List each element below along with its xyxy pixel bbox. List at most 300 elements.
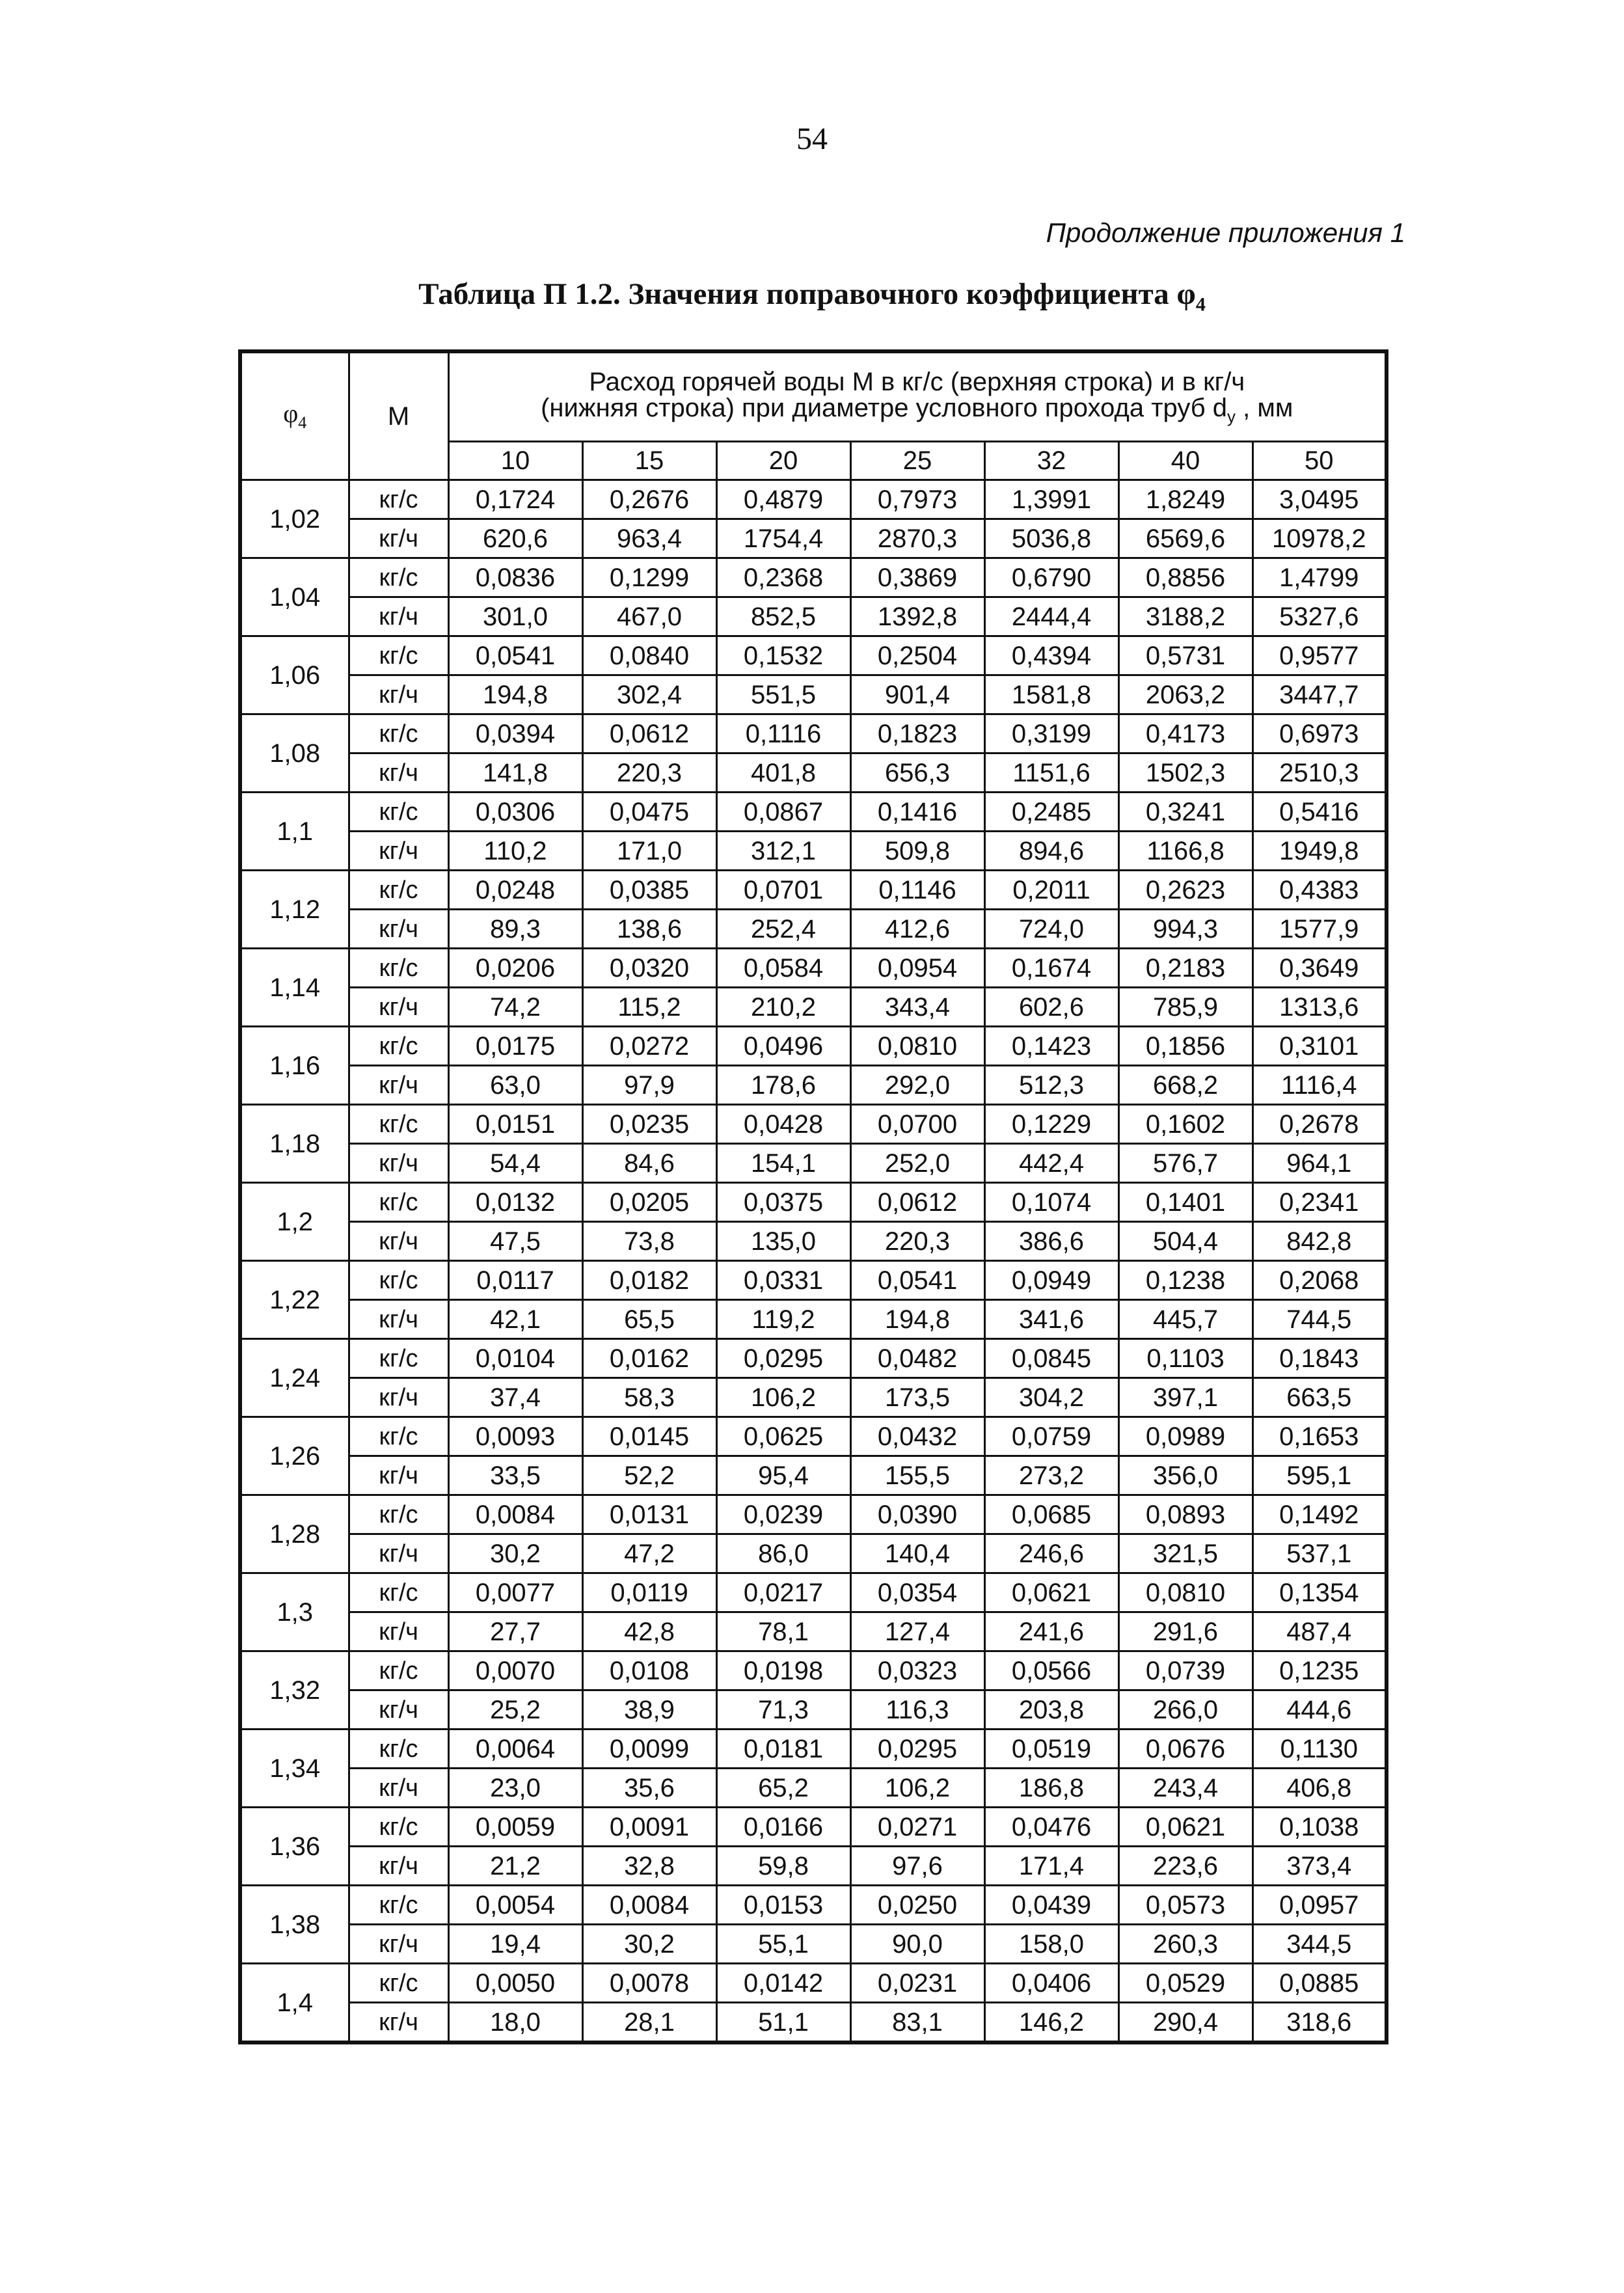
value-cell-kgs: 0,0867	[716, 793, 850, 832]
value-cell-kgh: 220,3	[850, 1222, 984, 1261]
value-cell-kgh: 3447,7	[1252, 675, 1387, 714]
value-cell-kgh: 406,8	[1252, 1769, 1387, 1808]
phi-value-cell: 1,24	[240, 1339, 349, 1417]
value-cell-kgs: 0,2676	[582, 480, 716, 519]
header-caption-subscript: у	[1227, 407, 1236, 426]
table-row-kgs	[240, 1105, 1387, 1144]
value-cell-kgs: 0,0354	[850, 1573, 984, 1612]
value-cell-kgh: 602,6	[984, 988, 1118, 1027]
value-cell-kgs: 0,1074	[984, 1183, 1118, 1222]
value-cell-kgs: 0,0166	[716, 1808, 850, 1847]
value-cell-kgh: 1577,9	[1252, 910, 1387, 949]
value-cell-kgs: 0,1116	[716, 714, 850, 753]
value-cell-kgh: 19,4	[448, 1925, 582, 1964]
value-cell-kgh: 512,3	[984, 1066, 1118, 1105]
value-cell-kgs: 0,0685	[984, 1495, 1118, 1534]
phi-value-cell: 1,3	[240, 1573, 349, 1651]
unit-cell-kgs: кг/с	[349, 871, 448, 910]
diameter-header-cell: 40	[1118, 442, 1252, 480]
value-cell-kgh: 291,6	[1118, 1612, 1252, 1651]
value-cell-kgs: 0,0394	[448, 714, 582, 753]
value-cell-kgs: 0,0235	[582, 1105, 716, 1144]
value-cell-kgh: 97,6	[850, 1847, 984, 1886]
value-cell-kgs: 0,0375	[716, 1183, 850, 1222]
value-cell-kgh: 59,8	[716, 1847, 850, 1886]
unit-cell-kgs: кг/с	[349, 1730, 448, 1769]
table-row-kgs	[240, 1730, 1387, 1769]
value-cell-kgh: 5036,8	[984, 519, 1118, 558]
diameter-header-cell: 32	[984, 442, 1118, 480]
value-cell-kgh: 138,6	[582, 910, 716, 949]
value-cell-kgh: 504,4	[1118, 1222, 1252, 1261]
value-cell-kgs: 0,0175	[448, 1027, 582, 1066]
value-cell-kgs: 0,1492	[1252, 1495, 1387, 1534]
value-cell-kgh: 576,7	[1118, 1144, 1252, 1183]
value-cell-kgh: 901,4	[850, 675, 984, 714]
value-cell-kgh: 2063,2	[1118, 675, 1252, 714]
value-cell-kgs: 0,0893	[1118, 1495, 1252, 1534]
value-cell-kgh: 5327,6	[1252, 597, 1387, 636]
value-cell-kgh: 252,0	[850, 1144, 984, 1183]
value-cell-kgh: 842,8	[1252, 1222, 1387, 1261]
value-cell-kgh: 509,8	[850, 832, 984, 871]
phi-value-cell: 1,18	[240, 1105, 349, 1183]
value-cell-kgh: 83,1	[850, 2003, 984, 2043]
value-cell-kgh: 171,0	[582, 832, 716, 871]
value-cell-kgh: 27,7	[448, 1612, 582, 1651]
value-cell-kgs: 0,0054	[448, 1886, 582, 1925]
value-cell-kgh: 18,0	[448, 2003, 582, 2043]
table-row-kgs	[240, 1183, 1387, 1222]
value-cell-kgh: 1313,6	[1252, 988, 1387, 1027]
header-caption-line1: Расход горячей воды М в кг/с (верхняя строка) и в кг/ч	[589, 368, 1245, 396]
value-cell-kgh: 47,2	[582, 1534, 716, 1573]
value-cell-kgs: 0,0306	[448, 793, 582, 832]
table-title-subscript: 4	[1195, 293, 1206, 316]
value-cell-kgh: 65,5	[582, 1300, 716, 1339]
diameter-header-cell: 15	[582, 442, 716, 480]
header-caption	[448, 351, 1387, 442]
value-cell-kgh: 273,2	[984, 1456, 1118, 1495]
value-cell-kgs: 0,0625	[716, 1417, 850, 1456]
value-cell-kgs: 0,0050	[448, 1964, 582, 2003]
value-cell-kgs: 0,2068	[1252, 1261, 1387, 1300]
value-cell-kgs: 0,4879	[716, 480, 850, 519]
value-cell-kgh: 1581,8	[984, 675, 1118, 714]
value-cell-kgs: 0,0145	[582, 1417, 716, 1456]
value-cell-kgh: 135,0	[716, 1222, 850, 1261]
value-cell-kgs: 0,0231	[850, 1964, 984, 2003]
unit-cell-kgh: кг/ч	[349, 910, 448, 949]
table-row-kgs	[240, 1495, 1387, 1534]
value-cell-kgs: 0,0239	[716, 1495, 850, 1534]
value-cell-kgs: 0,0323	[850, 1651, 984, 1690]
table-row-kgh	[240, 910, 1387, 949]
value-cell-kgs: 0,0949	[984, 1261, 1118, 1300]
phi-value-cell: 1,4	[240, 1964, 349, 2043]
value-cell-kgh: 141,8	[448, 753, 582, 793]
value-cell-kgs: 0,7973	[850, 480, 984, 519]
value-cell-kgh: 23,0	[448, 1769, 582, 1808]
table-row-kgh	[240, 1456, 1387, 1495]
value-cell-kgs: 0,0957	[1252, 1886, 1387, 1925]
unit-cell-kgs: кг/с	[349, 1808, 448, 1847]
table-row-kgs	[240, 1886, 1387, 1925]
value-cell-kgs: 0,0482	[850, 1339, 984, 1378]
value-cell-kgh: 595,1	[1252, 1456, 1387, 1495]
table-row-kgs	[240, 1339, 1387, 1378]
value-cell-kgs: 0,0621	[1118, 1808, 1252, 1847]
value-cell-kgs: 0,0840	[582, 636, 716, 675]
unit-cell-kgs: кг/с	[349, 1105, 448, 1144]
value-cell-kgh: 38,9	[582, 1690, 716, 1730]
value-cell-kgs: 0,0612	[850, 1183, 984, 1222]
value-cell-kgs: 0,1354	[1252, 1573, 1387, 1612]
diameter-header-cell: 50	[1252, 442, 1387, 480]
header-phi-symbol: φ	[283, 399, 299, 428]
value-cell-kgs: 0,0064	[448, 1730, 582, 1769]
value-cell-kgh: 115,2	[582, 988, 716, 1027]
value-cell-kgs: 0,0084	[582, 1886, 716, 1925]
value-cell-kgh: 28,1	[582, 2003, 716, 2043]
value-cell-kgs: 0,0810	[850, 1027, 984, 1066]
value-cell-kgh: 30,2	[448, 1534, 582, 1573]
value-cell-kgh: 51,1	[716, 2003, 850, 2043]
unit-cell-kgh: кг/ч	[349, 1300, 448, 1339]
value-cell-kgs: 0,0248	[448, 871, 582, 910]
unit-cell-kgh: кг/ч	[349, 1378, 448, 1417]
value-cell-kgs: 0,0271	[850, 1808, 984, 1847]
value-cell-kgh: 106,2	[716, 1378, 850, 1417]
value-cell-kgh: 203,8	[984, 1690, 1118, 1730]
value-cell-kgh: 1116,4	[1252, 1066, 1387, 1105]
value-cell-kgs: 0,0131	[582, 1495, 716, 1534]
phi-value-cell: 1,26	[240, 1417, 349, 1495]
value-cell-kgh: 55,1	[716, 1925, 850, 1964]
value-cell-kgh: 110,2	[448, 832, 582, 871]
value-cell-kgs: 0,0142	[716, 1964, 850, 2003]
value-cell-kgs: 1,3991	[984, 480, 1118, 519]
value-cell-kgh: 119,2	[716, 1300, 850, 1339]
value-cell-kgs: 0,5731	[1118, 636, 1252, 675]
value-cell-kgh: 266,0	[1118, 1690, 1252, 1730]
phi-value-cell: 1,08	[240, 714, 349, 793]
unit-cell-kgs: кг/с	[349, 1886, 448, 1925]
table-row-kgh	[240, 1769, 1387, 1808]
value-cell-kgh: 386,6	[984, 1222, 1118, 1261]
value-cell-kgs: 0,0162	[582, 1339, 716, 1378]
value-cell-kgh: 74,2	[448, 988, 582, 1027]
unit-cell-kgs: кг/с	[349, 636, 448, 675]
value-cell-kgh: 194,8	[850, 1300, 984, 1339]
value-cell-kgs: 0,6973	[1252, 714, 1387, 753]
table-row-kgs	[240, 1573, 1387, 1612]
table-row-kgs	[240, 1261, 1387, 1300]
value-cell-kgh: 301,0	[448, 597, 582, 636]
value-cell-kgs: 0,3101	[1252, 1027, 1387, 1066]
table-row-kgh	[240, 597, 1387, 636]
value-cell-kgs: 0,0117	[448, 1261, 582, 1300]
unit-cell-kgs: кг/с	[349, 714, 448, 753]
value-cell-kgs: 0,0108	[582, 1651, 716, 1690]
value-cell-kgs: 0,1103	[1118, 1339, 1252, 1378]
value-cell-kgh: 42,8	[582, 1612, 716, 1651]
value-cell-kgh: 445,7	[1118, 1300, 1252, 1339]
value-cell-kgh: 442,4	[984, 1144, 1118, 1183]
unit-cell-kgh: кг/ч	[349, 1144, 448, 1183]
value-cell-kgs: 0,0182	[582, 1261, 716, 1300]
value-cell-kgh: 21,2	[448, 1847, 582, 1886]
value-cell-kgs: 0,0104	[448, 1339, 582, 1378]
value-cell-kgs: 0,0845	[984, 1339, 1118, 1378]
value-cell-kgs: 0,0954	[850, 949, 984, 988]
table-row-kgs	[240, 714, 1387, 753]
table-row-kgs	[240, 480, 1387, 519]
value-cell-kgs: 0,0119	[582, 1573, 716, 1612]
value-cell-kgh: 252,4	[716, 910, 850, 949]
value-cell-kgs: 0,1724	[448, 480, 582, 519]
unit-cell-kgh: кг/ч	[349, 1847, 448, 1886]
value-cell-kgh: 894,6	[984, 832, 1118, 871]
value-cell-kgh: 173,5	[850, 1378, 984, 1417]
value-cell-kgs: 0,0541	[448, 636, 582, 675]
value-cell-kgh: 304,2	[984, 1378, 1118, 1417]
table-row-kgh	[240, 1690, 1387, 1730]
value-cell-kgh: 54,4	[448, 1144, 582, 1183]
value-cell-kgs: 0,2368	[716, 558, 850, 597]
value-cell-kgh: 223,6	[1118, 1847, 1252, 1886]
value-cell-kgs: 0,2341	[1252, 1183, 1387, 1222]
value-cell-kgh: 243,4	[1118, 1769, 1252, 1808]
value-cell-kgh: 1949,8	[1252, 832, 1387, 871]
table-row-kgh	[240, 675, 1387, 714]
unit-cell-kgh: кг/ч	[349, 1925, 448, 1964]
phi-value-cell: 1,06	[240, 636, 349, 714]
value-cell-kgh: 487,4	[1252, 1612, 1387, 1651]
value-cell-kgh: 551,5	[716, 675, 850, 714]
value-cell-kgh: 89,3	[448, 910, 582, 949]
value-cell-kgs: 0,0475	[582, 793, 716, 832]
unit-cell-kgs: кг/с	[349, 1651, 448, 1690]
value-cell-kgh: 444,6	[1252, 1690, 1387, 1730]
header-phi-subscript: 4	[298, 413, 307, 432]
value-cell-kgh: 32,8	[582, 1847, 716, 1886]
value-cell-kgs: 0,1532	[716, 636, 850, 675]
table-row-kgh	[240, 519, 1387, 558]
value-cell-kgh: 994,3	[1118, 910, 1252, 949]
coefficient-table	[238, 349, 1388, 2044]
value-cell-kgs: 0,1130	[1252, 1730, 1387, 1769]
value-cell-kgh: 1502,3	[1118, 753, 1252, 793]
value-cell-kgh: 656,3	[850, 753, 984, 793]
value-cell-kgh: 467,0	[582, 597, 716, 636]
value-cell-kgh: 140,4	[850, 1534, 984, 1573]
value-cell-kgh: 127,4	[850, 1612, 984, 1651]
value-cell-kgs: 0,0078	[582, 1964, 716, 2003]
value-cell-kgh: 194,8	[448, 675, 582, 714]
continuation-note: Продолжение приложения 1	[1046, 217, 1405, 248]
value-cell-kgs: 0,0084	[448, 1495, 582, 1534]
value-cell-kgs: 0,0070	[448, 1651, 582, 1690]
diameter-header-cell: 10	[448, 442, 582, 480]
value-cell-kgs: 0,0272	[582, 1027, 716, 1066]
value-cell-kgh: 341,6	[984, 1300, 1118, 1339]
value-cell-kgh: 412,6	[850, 910, 984, 949]
unit-cell-kgs: кг/с	[349, 1417, 448, 1456]
table-row-kgh	[240, 1534, 1387, 1573]
value-cell-kgs: 0,1038	[1252, 1808, 1387, 1847]
value-cell-kgs: 0,2623	[1118, 871, 1252, 910]
value-cell-kgh: 343,4	[850, 988, 984, 1027]
value-cell-kgh: 155,5	[850, 1456, 984, 1495]
value-cell-kgs: 0,3199	[984, 714, 1118, 753]
value-cell-kgh: 964,1	[1252, 1144, 1387, 1183]
value-cell-kgh: 90,0	[850, 1925, 984, 1964]
value-cell-kgh: 33,5	[448, 1456, 582, 1495]
value-cell-kgh: 86,0	[716, 1534, 850, 1573]
value-cell-kgs: 0,3869	[850, 558, 984, 597]
value-cell-kgs: 0,0385	[582, 871, 716, 910]
unit-cell-kgs: кг/с	[349, 1964, 448, 2003]
header-phi	[240, 351, 349, 480]
unit-cell-kgs: кг/с	[349, 1183, 448, 1222]
unit-cell-kgh: кг/ч	[349, 1066, 448, 1105]
value-cell-kgs: 0,0206	[448, 949, 582, 988]
value-cell-kgs: 0,1602	[1118, 1105, 1252, 1144]
value-cell-kgs: 0,0198	[716, 1651, 850, 1690]
phi-value-cell: 1,12	[240, 871, 349, 949]
value-cell-kgs: 0,0584	[716, 949, 850, 988]
phi-value-cell: 1,2	[240, 1183, 349, 1261]
value-cell-kgs: 0,0676	[1118, 1730, 1252, 1769]
table-row-kgh	[240, 753, 1387, 793]
table-row-kgs	[240, 1417, 1387, 1456]
unit-cell-kgs: кг/с	[349, 558, 448, 597]
value-cell-kgh: 620,6	[448, 519, 582, 558]
value-cell-kgs: 0,0621	[984, 1573, 1118, 1612]
unit-cell-kgh: кг/ч	[349, 597, 448, 636]
value-cell-kgh: 52,2	[582, 1456, 716, 1495]
unit-cell-kgs: кг/с	[349, 1573, 448, 1612]
table-row-kgs	[240, 558, 1387, 597]
value-cell-kgs: 0,0153	[716, 1886, 850, 1925]
value-cell-kgs: 0,0406	[984, 1964, 1118, 2003]
table-row-kgs	[240, 1027, 1387, 1066]
value-cell-kgs: 0,1843	[1252, 1339, 1387, 1378]
value-cell-kgs: 0,0529	[1118, 1964, 1252, 2003]
value-cell-kgh: 1166,8	[1118, 832, 1252, 871]
value-cell-kgs: 0,0099	[582, 1730, 716, 1769]
value-cell-kgh: 58,3	[582, 1378, 716, 1417]
value-cell-kgs: 3,0495	[1252, 480, 1387, 519]
value-cell-kgh: 1392,8	[850, 597, 984, 636]
table-row-kgs	[240, 1651, 1387, 1690]
value-cell-kgh: 668,2	[1118, 1066, 1252, 1105]
value-cell-kgs: 0,0151	[448, 1105, 582, 1144]
table-row-kgh	[240, 2003, 1387, 2043]
unit-cell-kgs: кг/с	[349, 480, 448, 519]
value-cell-kgh: 220,3	[582, 753, 716, 793]
value-cell-kgs: 0,9577	[1252, 636, 1387, 675]
value-cell-kgh: 186,8	[984, 1769, 1118, 1808]
header-m: М	[349, 351, 448, 480]
value-cell-kgs: 0,1856	[1118, 1027, 1252, 1066]
unit-cell-kgh: кг/ч	[349, 1456, 448, 1495]
unit-cell-kgs: кг/с	[349, 1027, 448, 1066]
value-cell-kgh: 290,4	[1118, 2003, 1252, 2043]
value-cell-kgs: 0,1229	[984, 1105, 1118, 1144]
value-cell-kgs: 0,0331	[716, 1261, 850, 1300]
value-cell-kgh: 78,1	[716, 1612, 850, 1651]
value-cell-kgh: 302,4	[582, 675, 716, 714]
table-row-kgh	[240, 1144, 1387, 1183]
table-row-kgs	[240, 871, 1387, 910]
value-cell-kgh: 178,6	[716, 1066, 850, 1105]
unit-cell-kgh: кг/ч	[349, 988, 448, 1027]
value-cell-kgh: 963,4	[582, 519, 716, 558]
unit-cell-kgh: кг/ч	[349, 1769, 448, 1808]
value-cell-kgh: 2444,4	[984, 597, 1118, 636]
value-cell-kgh: 241,6	[984, 1612, 1118, 1651]
value-cell-kgs: 0,0217	[716, 1573, 850, 1612]
value-cell-kgh: 344,5	[1252, 1925, 1387, 1964]
value-cell-kgh: 106,2	[850, 1769, 984, 1808]
value-cell-kgs: 0,1823	[850, 714, 984, 753]
value-cell-kgs: 0,0759	[984, 1417, 1118, 1456]
table-row-kgh	[240, 1378, 1387, 1417]
unit-cell-kgs: кг/с	[349, 793, 448, 832]
unit-cell-kgh: кг/ч	[349, 519, 448, 558]
value-cell-kgs: 0,8856	[1118, 558, 1252, 597]
table-row-kgh	[240, 1222, 1387, 1261]
table-row-kgh	[240, 832, 1387, 871]
value-cell-kgh: 1754,4	[716, 519, 850, 558]
table-body	[240, 480, 1387, 2043]
table-row-kgh	[240, 1612, 1387, 1651]
value-cell-kgh: 292,0	[850, 1066, 984, 1105]
value-cell-kgs: 0,0989	[1118, 1417, 1252, 1456]
value-cell-kgs: 0,0077	[448, 1573, 582, 1612]
unit-cell-kgh: кг/ч	[349, 1534, 448, 1573]
value-cell-kgs: 0,1401	[1118, 1183, 1252, 1222]
unit-cell-kgs: кг/с	[349, 949, 448, 988]
value-cell-kgs: 0,0612	[582, 714, 716, 753]
value-cell-kgh: 146,2	[984, 2003, 1118, 2043]
value-cell-kgs: 0,4394	[984, 636, 1118, 675]
phi-value-cell: 1,28	[240, 1495, 349, 1573]
value-cell-kgs: 0,0439	[984, 1886, 1118, 1925]
table-title	[0, 277, 1624, 316]
value-cell-kgs: 0,2504	[850, 636, 984, 675]
value-cell-kgh: 260,3	[1118, 1925, 1252, 1964]
value-cell-kgh: 724,0	[984, 910, 1118, 949]
table-row-kgh	[240, 1066, 1387, 1105]
value-cell-kgs: 0,0810	[1118, 1573, 1252, 1612]
value-cell-kgs: 0,2678	[1252, 1105, 1387, 1144]
value-cell-kgs: 0,4383	[1252, 871, 1387, 910]
value-cell-kgh: 356,0	[1118, 1456, 1252, 1495]
value-cell-kgs: 1,4799	[1252, 558, 1387, 597]
table-row-kgs	[240, 793, 1387, 832]
value-cell-kgs: 0,3241	[1118, 793, 1252, 832]
value-cell-kgs: 0,1238	[1118, 1261, 1252, 1300]
phi-value-cell: 1,02	[240, 480, 349, 558]
value-cell-kgs: 0,0428	[716, 1105, 850, 1144]
value-cell-kgh: 37,4	[448, 1378, 582, 1417]
value-cell-kgs: 0,1299	[582, 558, 716, 597]
value-cell-kgs: 0,0701	[716, 871, 850, 910]
value-cell-kgh: 6569,6	[1118, 519, 1252, 558]
